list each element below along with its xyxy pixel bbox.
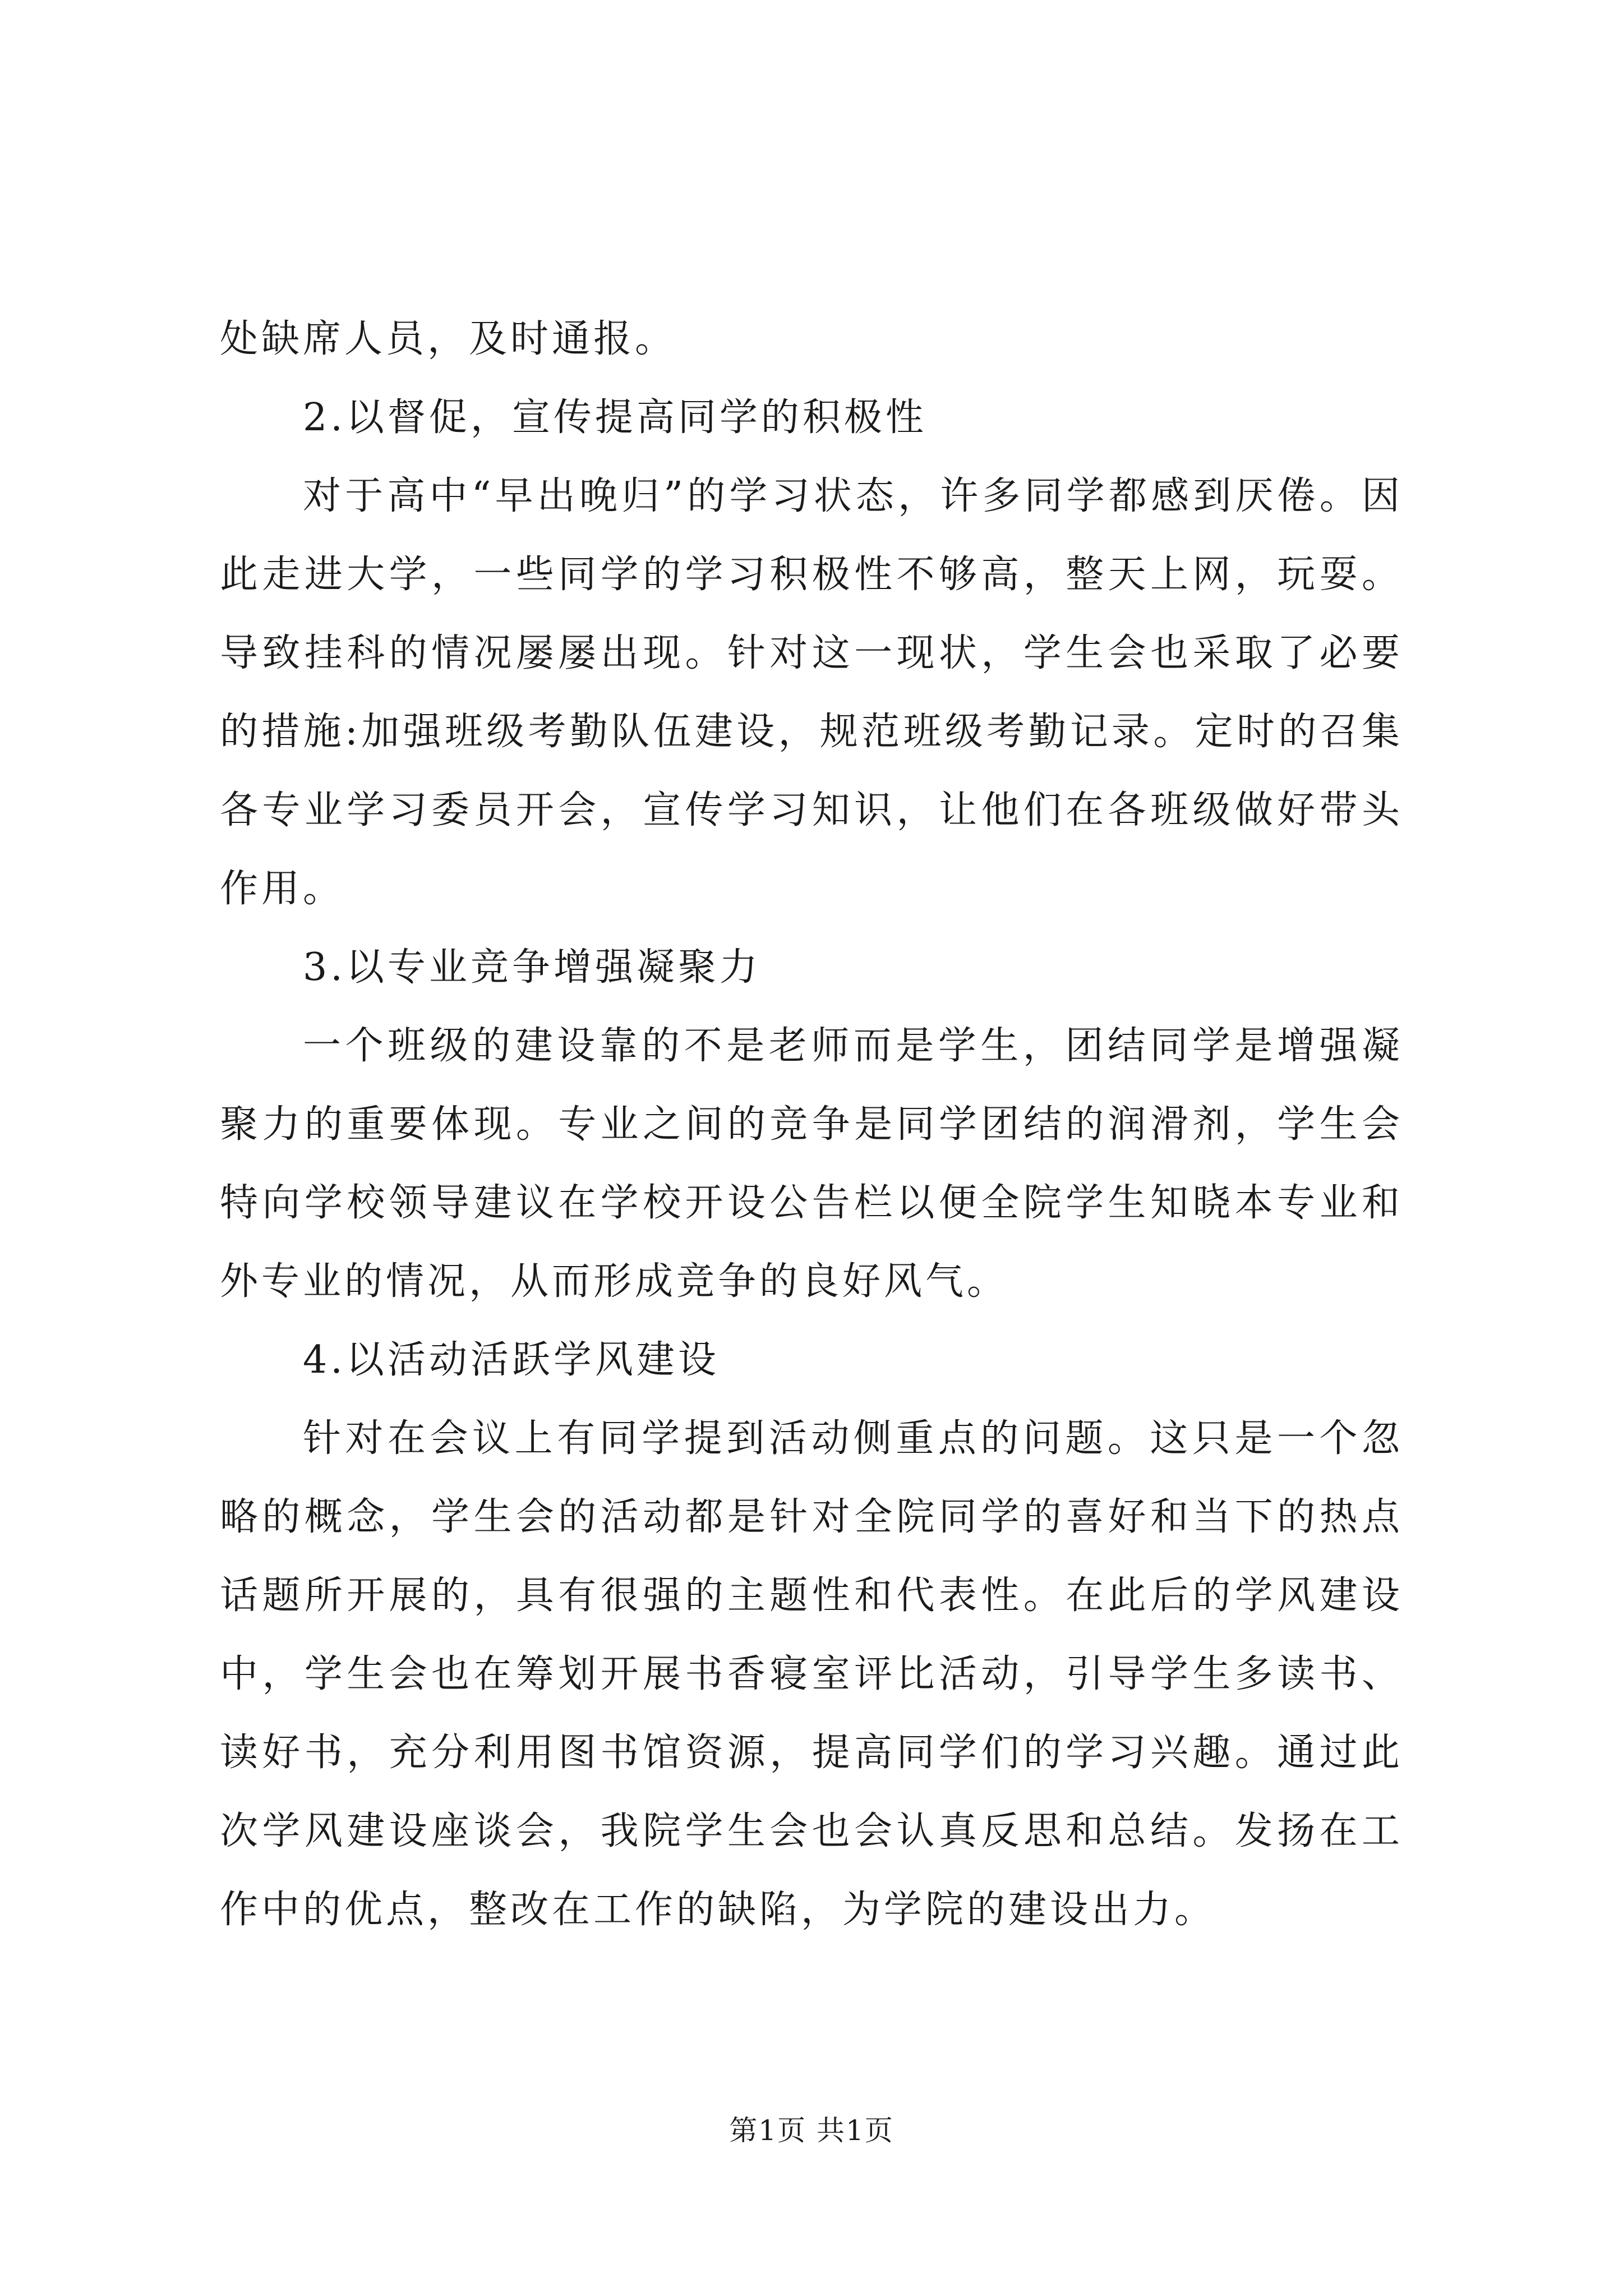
- section-heading-4: 4.以活动活跃学风建设: [303, 1338, 720, 1382]
- document-body: [220, 300, 1403, 1949]
- paragraph-section-4: 针对在会议上有同学提到活动侧重点的问题。这只是一个忽略的概念，学生会的活动都是针对全院同学的喜好和当下的热点话题所开展的，具有很强的主题性和代表性。在此后的学风建设中，学生会也在筹划开展书香寝室评比活动，引导学生多读书、读好书，充分利用图书馆资源，提高同学们的学习兴趣。通过此次学风建设座谈会，我院学生会也会认真反思和总结。发扬在工作中的优点，整改在工作的缺陷，为学院的建设出力。: [220, 1416, 1403, 1932]
- page-number-footer: 第1页 共1页: [729, 2114, 894, 2147]
- paragraph-section-2: 对于高中“早出晚归”的学习状态，许多同学都感到厌倦。因此走进大学，一些同学的学习积极性不够高，整天上网，玩耍。导致挂科的情况屡屡出现。针对这一现状，学生会也采取了必要的措施:加强班级考勤队伍建设，规范班级考勤记录。定时的召集各专业学习委员开会，宣传学习知识，让他们在各班级做好带头作用。: [220, 474, 1403, 911]
- section-heading-2: 2.以督促，宣传提高同学的积极性: [303, 395, 927, 440]
- paragraph-continuation: 处缺席人员，及时通报。: [220, 317, 677, 361]
- section-heading-3: 3.以专业竞争增强凝聚力: [303, 945, 761, 990]
- paragraph-section-3: 一个班级的建设靠的不是老师而是学生，团结同学是增强凝聚力的重要体现。专业之间的竞争是同学团结的润滑剂，学生会特向学校领导建议在学校开设公告栏以便全院学生知晓本专业和外专业的情况，从而形成竞争的良好风气。: [220, 1024, 1403, 1304]
